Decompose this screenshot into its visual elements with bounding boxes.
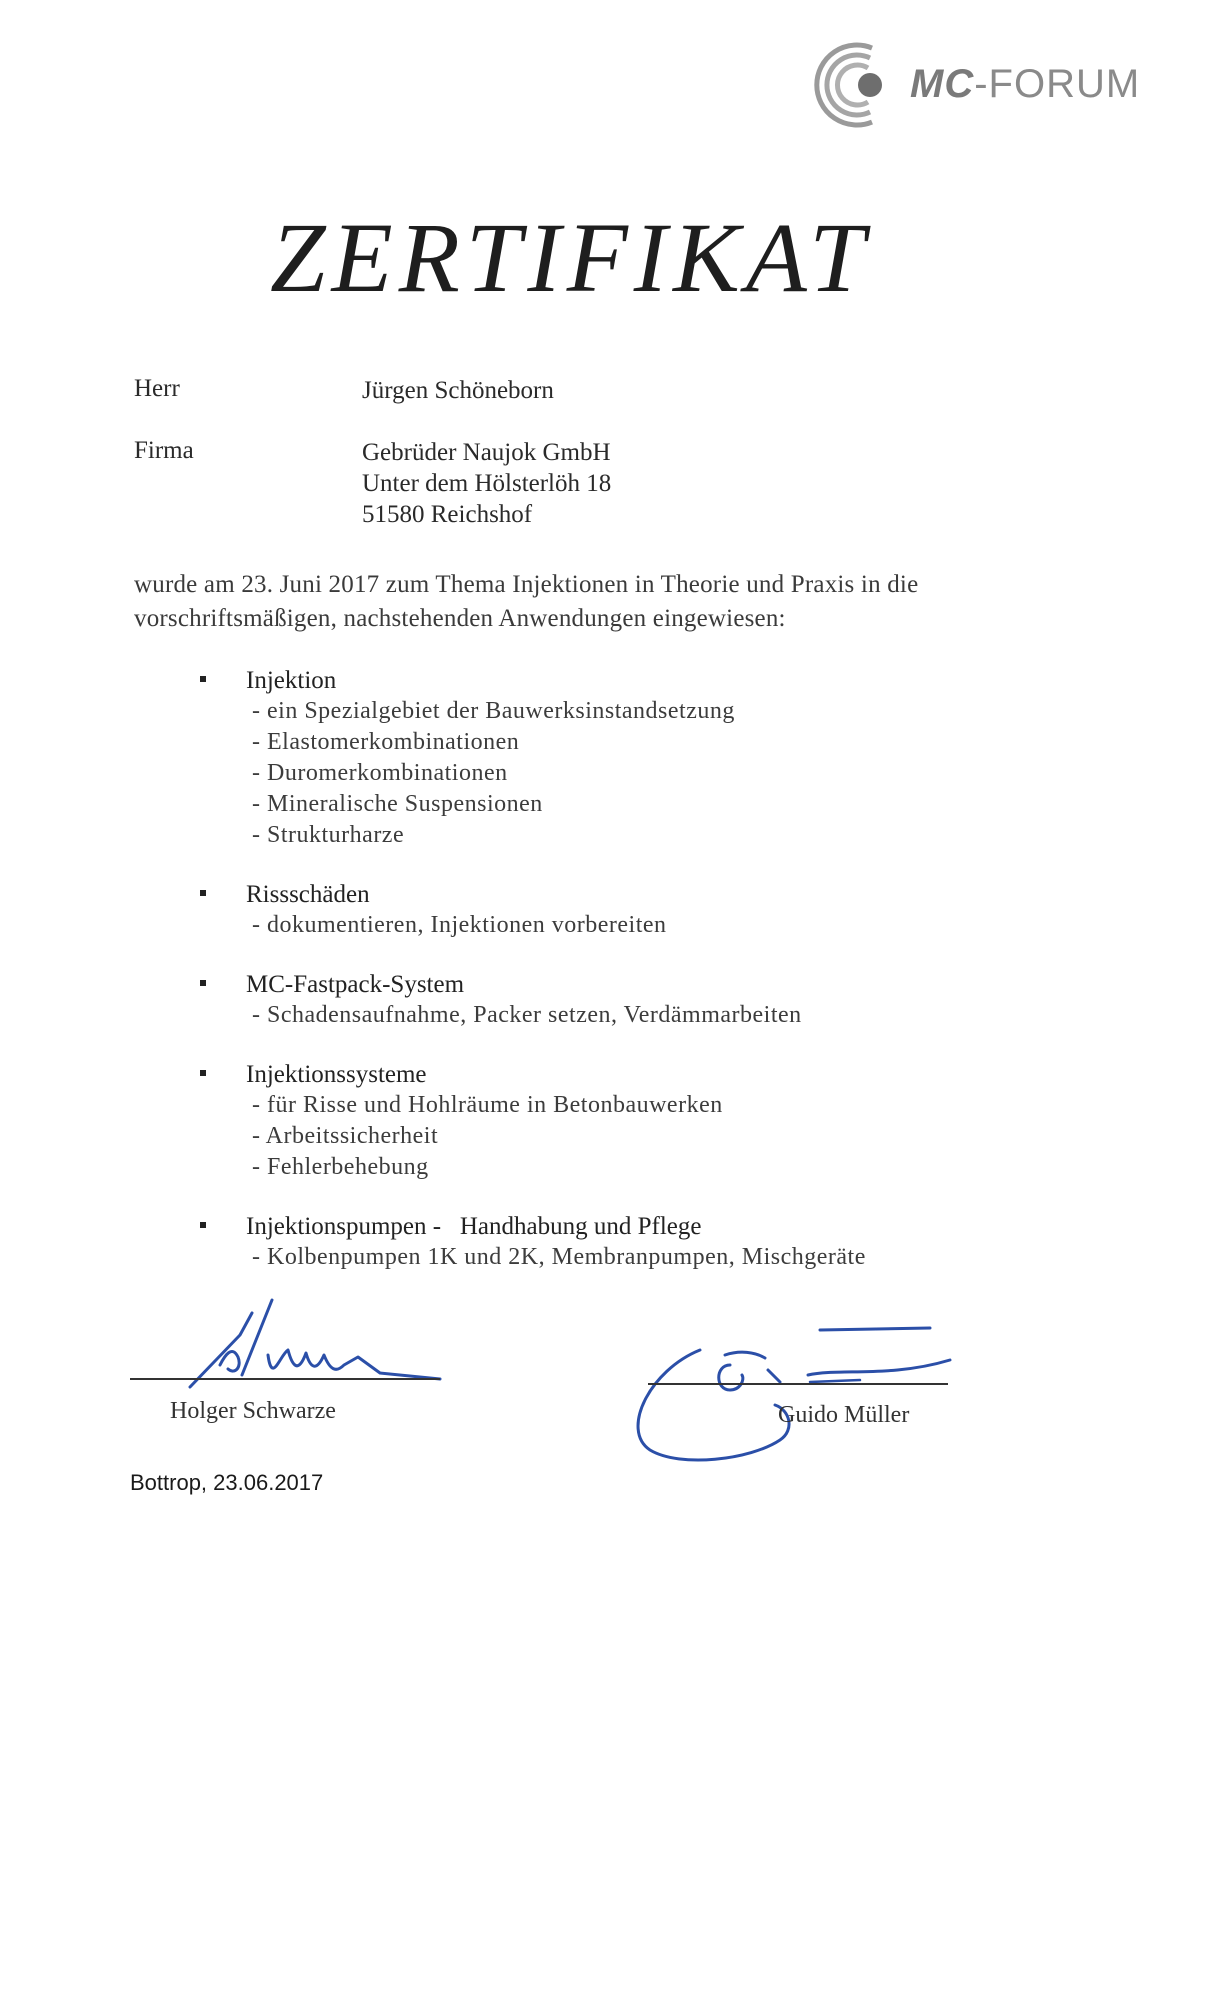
topic-item: - Duromerkombinationen xyxy=(252,760,508,786)
topic-title: Injektionssysteme xyxy=(246,1061,427,1088)
topic-mc-fastpack-system xyxy=(200,969,1020,1031)
topic-item: - Strukturharze xyxy=(252,822,405,848)
intro-line-1: wurde am 23. Juni 2017 zum Thema Injektionen in Theorie und Praxis in die xyxy=(134,571,919,598)
signature-left-line xyxy=(130,1378,440,1380)
topic-list xyxy=(200,665,1020,1301)
company-address xyxy=(362,437,611,530)
signature-right-line xyxy=(648,1383,948,1385)
bullet-icon xyxy=(200,1070,206,1076)
company-street: Unter dem Hölsterlöh 18 xyxy=(362,470,612,497)
signature-right-scribble xyxy=(630,1320,970,1470)
topic-item: - dokumentieren, Injektionen vorbereiten xyxy=(252,912,667,938)
signature-right-name: Guido Müller xyxy=(778,1402,910,1428)
topic-rissschaeden xyxy=(200,879,1020,941)
topic-item: - Arbeitssicherheit xyxy=(252,1123,439,1149)
topic-item: - Schadensaufnahme, Packer setzen, Verdämmarbeiten xyxy=(252,1002,802,1028)
bullet-icon xyxy=(200,1222,206,1228)
topic-item: - Elastomerkombinationen xyxy=(252,729,520,755)
logo-mc-text: MC xyxy=(910,62,975,106)
salutation-label: Herr xyxy=(134,375,180,402)
bullet-icon xyxy=(200,676,206,682)
logo-wordmark xyxy=(910,62,1140,107)
topic-injektionssysteme xyxy=(200,1059,1020,1183)
mc-forum-logo-icon xyxy=(810,40,910,130)
company-name: Gebrüder Naujok GmbH xyxy=(362,439,611,466)
topic-item: - Fehlerbehebung xyxy=(252,1154,429,1180)
bullet-icon xyxy=(200,890,206,896)
logo-forum-text: -FORUM xyxy=(974,62,1141,106)
topic-item: - für Risse und Hohlräume in Betonbauwerken xyxy=(252,1092,723,1118)
certificate-title: ZERTIFIKAT xyxy=(270,202,871,313)
signature-left-name: Holger Schwarze xyxy=(170,1398,336,1424)
mc-forum-logo xyxy=(810,40,1141,130)
topic-title: Injektion xyxy=(246,667,337,694)
topic-title: Rissschäden xyxy=(246,881,370,908)
recipient-name: Jürgen Schöneborn xyxy=(362,377,554,404)
signature-left-scribble xyxy=(180,1295,460,1395)
topic-title: Injektionspumpen - Handhabung und Pflege xyxy=(246,1213,702,1240)
company-label: Firma xyxy=(134,437,194,464)
topic-item: - Kolbenpumpen 1K und 2K, Membranpumpen, Mischgeräte xyxy=(252,1244,866,1270)
place-date: Bottrop, 23.06.2017 xyxy=(130,1470,324,1495)
intro-line-2: vorschriftsmäßigen, nachstehenden Anwendungen eingewiesen: xyxy=(134,605,786,632)
topic-injektionspumpen xyxy=(200,1211,1020,1273)
topic-title: MC-Fastpack-System xyxy=(246,971,465,998)
bullet-icon xyxy=(200,980,206,986)
company-city: 51580 Reichshof xyxy=(362,501,533,528)
intro-text xyxy=(134,568,918,636)
topic-item: - Mineralische Suspensionen xyxy=(252,791,543,817)
topic-item: - ein Spezialgebiet der Bauwerksinstandsetzung xyxy=(252,698,735,724)
topic-injektion xyxy=(200,665,1020,851)
